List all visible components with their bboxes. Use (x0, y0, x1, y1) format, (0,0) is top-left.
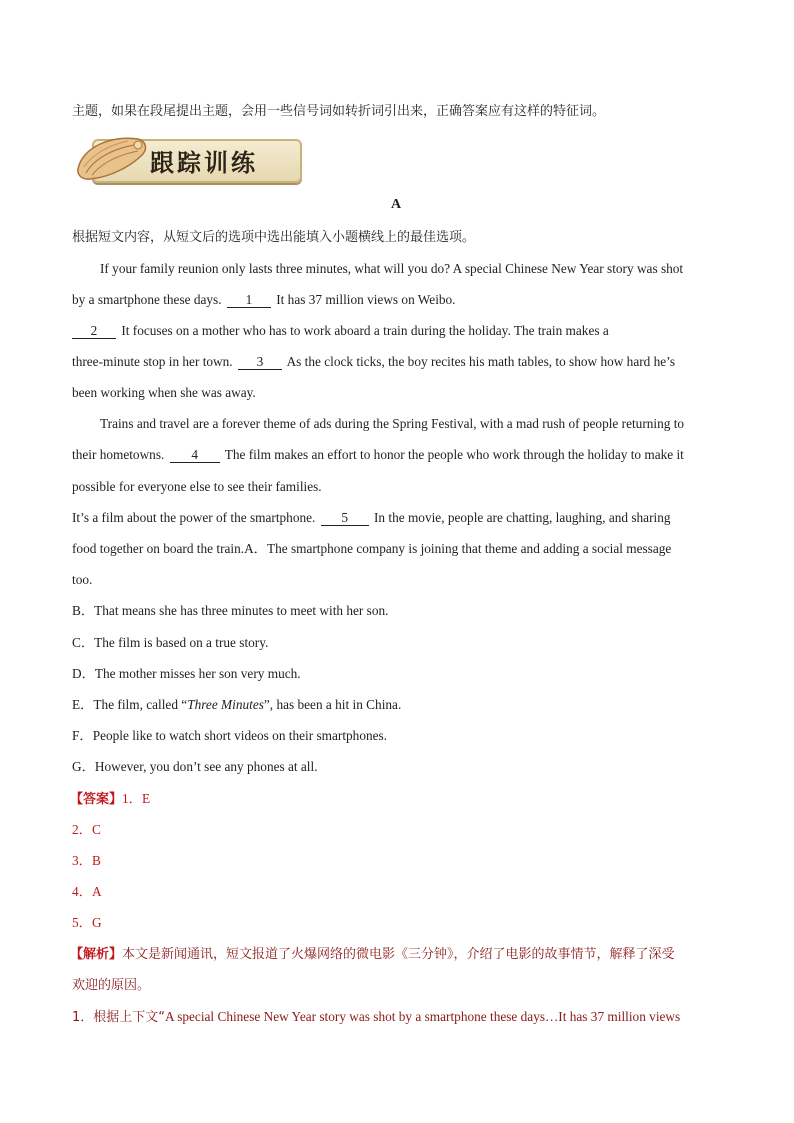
banner-title: 跟踪训练 (150, 149, 258, 177)
option-c: C．The film is based on a true story. (72, 635, 269, 650)
answer-4: 4．A (72, 884, 102, 899)
passage-p4-line3: too. (72, 572, 93, 587)
blank-5: 5 (321, 511, 369, 526)
intro-summary: 主题，如果在段尾提出主题，会用一些信号词如转折词引出来，正确答案应有这样的特征词。 (72, 104, 606, 119)
option-b: B．That means she has three minutes to meet with her son. (72, 603, 389, 618)
analysis-text: 1．根据上下文“ (72, 1010, 166, 1025)
blank-1: 1 (227, 293, 271, 308)
instruction-text: 根据短文内容，从短文后的选项中选出能填入小题横线上的最佳选项。 (72, 230, 476, 245)
analysis-tag: 【解析】 (70, 947, 123, 962)
section-letter: A (391, 197, 402, 212)
analysis-line-2: 欢迎的原因。 (72, 978, 151, 993)
passage-text: It’s a film about the power of the smartphone. (72, 510, 316, 525)
passage-p1-line2 (72, 291, 456, 309)
passage-p3-line2 (72, 446, 684, 464)
passage-text: their hometowns. (72, 447, 165, 462)
passage-text: three-minute stop in her town. (72, 354, 233, 369)
analysis-line-1 (70, 946, 675, 964)
passage-p3-line1: Trains and travel are a forever theme of ads during the Spring Festival, with a mad rush of people returning to (100, 416, 685, 431)
passage-text: In the movie, people are chatting, laughing, and sharing (374, 510, 671, 525)
option-e-text: E．The film, called “ (72, 697, 188, 712)
passage-text: It has 37 million views on Weibo. (276, 292, 456, 307)
answer-line-1 (70, 790, 150, 809)
option-g: G．However, you don’t see any phones at all. (72, 759, 318, 774)
analysis-line-3 (72, 1008, 680, 1027)
passage-p2-line2 (72, 353, 675, 371)
passage-text: by a smartphone these days. (72, 292, 222, 307)
conch-shell-icon (72, 129, 152, 187)
analysis-text: 本文是新闻通讯，短文报道了火爆网络的微电影《三分钟》，介绍了电影的故事情节，解释了深受 (122, 947, 675, 962)
passage-p4-line2: food together on board the train.A．The smartphone company is joining that theme and adding a social message (72, 541, 672, 556)
answer-2: 2．C (72, 822, 101, 837)
option-e (72, 696, 401, 714)
passage-p3-line3: possible for everyone else to see their families. (72, 479, 322, 494)
answer-tag: 【答案】 (70, 792, 123, 807)
option-f: F．People like to watch short videos on their smartphones. (72, 728, 388, 743)
blank-4: 4 (170, 448, 220, 463)
option-d: D．The mother misses her son very much. (72, 666, 301, 681)
passage-p2-line3: been working when she was away. (72, 385, 256, 400)
analysis-quote: A special Chinese New Year story was shot by a smartphone these days…It has 37 million views (165, 1009, 681, 1024)
passage-text: As the clock ticks, the boy recites his math tables, to show how hard he’s (286, 354, 676, 369)
answer-3: 3．B (72, 853, 101, 868)
passage-text: The film makes an effort to honor the people who work through the holiday to make it (224, 447, 684, 462)
passage-p4-line1 (72, 509, 671, 527)
blank-3: 3 (238, 355, 282, 370)
answer-5: 5．G (72, 915, 102, 930)
passage-p2-line1 (72, 322, 609, 340)
answer-1: 1．E (122, 791, 151, 806)
blank-2: 2 (72, 324, 116, 339)
section-banner (72, 129, 300, 187)
passage-p1-line1: If your family reunion only lasts three minutes, what will you do? A special Chinese New Year story was shot (100, 261, 684, 276)
option-e-text: ”, has been a hit in China. (263, 697, 402, 712)
film-title: Three Minutes (187, 697, 264, 712)
passage-text: It focuses on a mother who has to work aboard a train during the holiday. The train makes a (121, 323, 609, 338)
